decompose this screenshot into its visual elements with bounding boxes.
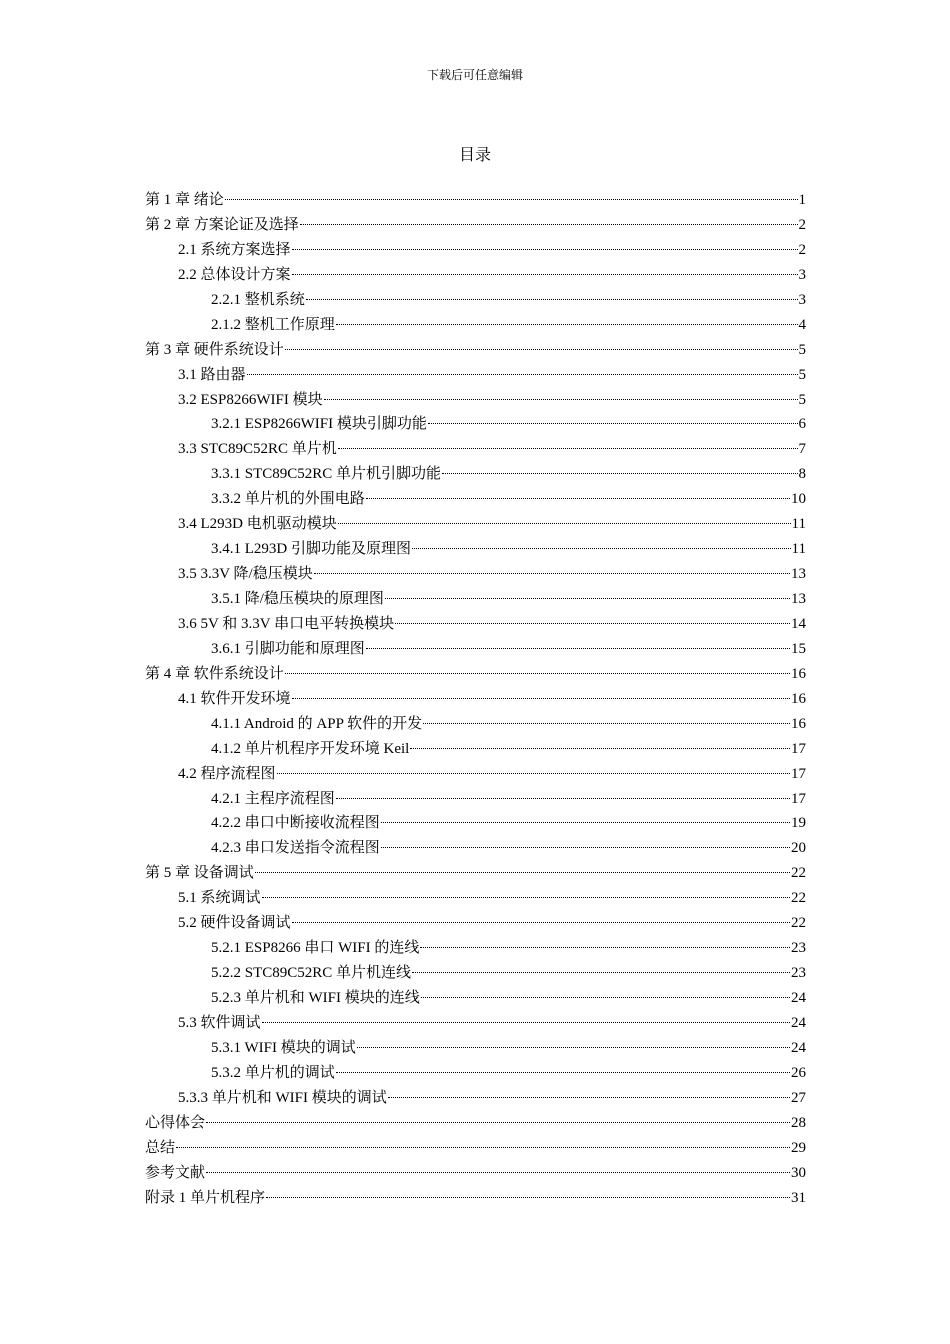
toc-entry-page: 28 bbox=[791, 1114, 806, 1131]
toc-entry-page: 26 bbox=[791, 1064, 806, 1081]
toc-dot-leader bbox=[285, 349, 798, 350]
toc-entry-label: 3.2.1 ESP8266WIFI 模块引脚功能 bbox=[211, 416, 427, 433]
toc-dot-leader bbox=[292, 249, 798, 250]
toc-entry[interactable] bbox=[145, 861, 806, 886]
toc-entry[interactable] bbox=[145, 986, 806, 1011]
toc-entry-page: 8 bbox=[798, 466, 806, 483]
toc-entry-label: 第 1 章 绪论 bbox=[145, 192, 224, 208]
toc-dot-leader bbox=[338, 448, 798, 449]
toc-dot-leader bbox=[266, 1197, 790, 1198]
toc-dot-leader bbox=[381, 822, 790, 823]
toc-entry-page: 22 bbox=[791, 915, 806, 932]
toc-entry-page: 23 bbox=[791, 965, 806, 982]
toc-entry[interactable] bbox=[145, 886, 806, 911]
toc-entry-label: 3.1 路由器 bbox=[178, 366, 246, 383]
toc-entry[interactable] bbox=[145, 1111, 806, 1136]
toc-dot-leader bbox=[410, 748, 790, 749]
toc-dot-leader bbox=[388, 1097, 790, 1098]
toc-entry-label: 3.3.2 单片机的外围电路 bbox=[211, 491, 365, 508]
toc-entry-page: 16 bbox=[791, 665, 806, 682]
toc-entry[interactable] bbox=[145, 1136, 806, 1161]
toc-entry-label: 3.6 5V 和 3.3V 串口电平转换模块 bbox=[178, 615, 395, 632]
toc-entry-page: 11 bbox=[791, 516, 806, 533]
toc-entry[interactable] bbox=[145, 687, 806, 712]
page-header: 下载后可任意编辑 bbox=[426, 68, 523, 82]
toc-entry-label: 4.2.2 串口中断接收流程图 bbox=[211, 815, 380, 832]
toc-entry-label: 5.3.3 单片机和 WIFI 模块的调试 bbox=[178, 1089, 387, 1106]
toc-entry-page: 27 bbox=[791, 1089, 806, 1106]
toc-dot-leader bbox=[412, 548, 791, 549]
toc-dot-leader bbox=[357, 1047, 790, 1048]
toc-entry-label: 第 5 章 设备调试 bbox=[145, 865, 254, 882]
toc-entry-label: 2.1 系统方案选择 bbox=[178, 241, 291, 258]
toc-entry[interactable] bbox=[145, 288, 806, 313]
toc-entry[interactable] bbox=[145, 762, 806, 787]
toc-entry[interactable] bbox=[145, 238, 806, 263]
toc-entry-label: 5.3.2 单片机的调试 bbox=[211, 1064, 335, 1081]
toc-entry-label: 4.1.1 Android 的 APP 软件的开发 bbox=[211, 715, 423, 732]
toc-entry[interactable] bbox=[145, 936, 806, 961]
toc-entry[interactable] bbox=[145, 612, 806, 637]
toc-dot-leader bbox=[206, 1172, 790, 1173]
toc-entry-page: 31 bbox=[791, 1189, 806, 1206]
toc-entry-page: 2 bbox=[798, 241, 806, 258]
toc-entry[interactable] bbox=[145, 487, 806, 512]
toc-entry-page: 3 bbox=[798, 291, 806, 308]
toc-entry-page: 29 bbox=[791, 1139, 806, 1156]
toc-entry-label: 参考文献 bbox=[145, 1164, 206, 1181]
toc-entry-label: 5.2.2 STC89C52RC 单片机连线 bbox=[211, 965, 412, 982]
toc-entry-page: 19 bbox=[791, 815, 806, 832]
toc-entry[interactable] bbox=[145, 263, 806, 288]
toc-entry-page: 24 bbox=[791, 1039, 806, 1056]
toc-entry-label: 第 3 章 硬件系统设计 bbox=[145, 341, 284, 358]
toc-entry-label: 3.6.1 引脚功能和原理图 bbox=[211, 640, 365, 657]
toc-entry[interactable] bbox=[145, 313, 806, 338]
toc-entry[interactable] bbox=[145, 462, 806, 487]
toc-entry-label: 3.4 L293D 电机驱动模块 bbox=[178, 516, 337, 533]
toc-entry-label: 3.5.1 降/稳压模块的原理图 bbox=[211, 591, 384, 607]
table-of-contents bbox=[145, 188, 806, 1210]
toc-entry[interactable] bbox=[145, 1061, 806, 1086]
toc-entry-label: 4.1 软件开发环境 bbox=[178, 690, 291, 707]
toc-dot-leader bbox=[255, 872, 790, 873]
toc-dot-leader bbox=[306, 299, 798, 300]
toc-entry-label: 4.2.3 串口发送指令流程图 bbox=[211, 840, 380, 857]
toc-entry[interactable] bbox=[145, 787, 806, 812]
toc-entry[interactable] bbox=[145, 412, 806, 437]
toc-entry-label: 总结 bbox=[145, 1139, 176, 1156]
toc-entry-page: 13 bbox=[791, 591, 806, 607]
toc-dot-leader bbox=[247, 374, 798, 375]
toc-entry-page: 23 bbox=[791, 940, 806, 957]
toc-entry-page: 5 bbox=[798, 341, 806, 358]
toc-entry[interactable] bbox=[145, 1086, 806, 1111]
toc-entry-page: 3 bbox=[798, 266, 806, 283]
toc-entry[interactable] bbox=[145, 961, 806, 986]
toc-dot-leader bbox=[300, 224, 798, 225]
toc-dot-leader bbox=[176, 1147, 790, 1148]
toc-entry-page: 2 bbox=[798, 216, 806, 233]
toc-entry-label: 5.3.1 WIFI 模块的调试 bbox=[211, 1039, 356, 1056]
toc-dot-leader bbox=[285, 673, 790, 674]
toc-entry[interactable] bbox=[145, 562, 806, 587]
toc-entry-label: 2.1.2 整机工作原理 bbox=[211, 316, 335, 333]
toc-entry-label: 第 4 章 软件系统设计 bbox=[145, 665, 284, 682]
toc-entry-label: 附录 1 单片机程序 bbox=[145, 1189, 266, 1206]
toc-entry[interactable] bbox=[145, 1036, 806, 1061]
toc-title: 目录 bbox=[458, 147, 491, 164]
toc-entry[interactable] bbox=[145, 737, 806, 762]
toc-entry-page: 5 bbox=[798, 366, 806, 383]
toc-entry-label: 3.4.1 L293D 引脚功能及原理图 bbox=[211, 541, 411, 558]
toc-dot-leader bbox=[366, 648, 790, 649]
toc-dot-leader bbox=[262, 897, 790, 898]
toc-dot-leader bbox=[292, 274, 798, 275]
toc-dot-leader bbox=[277, 773, 790, 774]
toc-entry-label: 5.2 硬件设备调试 bbox=[178, 915, 291, 932]
toc-entry-page: 4 bbox=[798, 316, 806, 333]
toc-dot-leader bbox=[292, 922, 790, 923]
toc-entry[interactable] bbox=[145, 587, 806, 612]
toc-entry[interactable] bbox=[145, 811, 806, 836]
toc-entry-page: 10 bbox=[791, 491, 806, 508]
toc-entry-page: 13 bbox=[791, 566, 806, 583]
toc-entry-label: 3.5 3.3V 降/稳压模块 bbox=[178, 566, 313, 583]
toc-entry-label: 3.3.1 STC89C52RC 单片机引脚功能 bbox=[211, 466, 442, 483]
toc-entry-page: 17 bbox=[791, 765, 806, 782]
toc-dot-leader bbox=[225, 199, 798, 200]
toc-dot-leader bbox=[412, 972, 790, 973]
toc-entry-page: 16 bbox=[791, 715, 806, 732]
toc-entry-page: 22 bbox=[791, 865, 806, 882]
toc-entry[interactable] bbox=[145, 1186, 806, 1211]
toc-dot-leader bbox=[336, 798, 790, 799]
toc-dot-leader bbox=[421, 997, 790, 998]
toc-dot-leader bbox=[428, 423, 798, 424]
toc-entry-label: 第 2 章 方案论证及选择 bbox=[145, 216, 299, 233]
toc-entry[interactable] bbox=[145, 1161, 806, 1186]
toc-entry-page: 16 bbox=[791, 690, 806, 707]
toc-dot-leader bbox=[385, 598, 790, 599]
toc-entry-label: 心得体会 bbox=[145, 1114, 206, 1131]
toc-entry-page: 17 bbox=[791, 740, 806, 757]
toc-entry-page: 20 bbox=[791, 840, 806, 857]
toc-dot-leader bbox=[420, 947, 790, 948]
toc-entry-label: 3.2 ESP8266WIFI 模块 bbox=[178, 391, 323, 408]
toc-entry-page: 6 bbox=[798, 416, 806, 433]
toc-entry-page: 30 bbox=[791, 1164, 806, 1181]
toc-dot-leader bbox=[336, 324, 798, 325]
toc-entry[interactable] bbox=[145, 637, 806, 662]
toc-entry[interactable] bbox=[145, 213, 806, 238]
toc-entry-page: 1 bbox=[798, 192, 806, 208]
toc-entry-label: 5.2.3 单片机和 WIFI 模块的连线 bbox=[211, 990, 420, 1006]
toc-entry[interactable] bbox=[145, 911, 806, 936]
toc-entry[interactable] bbox=[145, 836, 806, 861]
toc-entry-page: 5 bbox=[798, 391, 806, 408]
toc-entry[interactable] bbox=[145, 437, 806, 462]
toc-dot-leader bbox=[423, 723, 790, 724]
toc-dot-leader bbox=[206, 1122, 790, 1123]
toc-entry-label: 4.2 程序流程图 bbox=[178, 765, 276, 782]
toc-entry-label: 3.3 STC89C52RC 单片机 bbox=[178, 441, 337, 458]
toc-entry-label: 5.1 系统调试 bbox=[178, 890, 261, 907]
toc-entry[interactable] bbox=[145, 512, 806, 537]
toc-entry-label: 2.2 总体设计方案 bbox=[178, 266, 291, 283]
toc-entry-page: 11 bbox=[791, 541, 806, 558]
toc-entry[interactable] bbox=[145, 662, 806, 687]
toc-dot-leader bbox=[336, 1072, 790, 1073]
toc-dot-leader bbox=[366, 498, 790, 499]
toc-entry-label: 5.2.1 ESP8266 串口 WIFI 的连线 bbox=[211, 940, 420, 957]
toc-dot-leader bbox=[292, 698, 790, 699]
toc-entry-label: 5.3 软件调试 bbox=[178, 1014, 261, 1031]
toc-entry[interactable] bbox=[145, 537, 806, 562]
toc-entry[interactable] bbox=[145, 363, 806, 388]
toc-dot-leader bbox=[442, 473, 797, 474]
toc-entry-label: 2.2.1 整机系统 bbox=[211, 291, 305, 308]
toc-entry-page: 14 bbox=[791, 615, 806, 632]
toc-entry[interactable] bbox=[145, 188, 806, 213]
toc-entry-page: 22 bbox=[791, 890, 806, 907]
toc-dot-leader bbox=[324, 399, 798, 400]
toc-entry-label: 4.1.2 单片机程序开发环境 Keil bbox=[211, 740, 410, 757]
toc-entry-page: 7 bbox=[798, 441, 806, 458]
toc-entry[interactable] bbox=[145, 712, 806, 737]
toc-dot-leader bbox=[262, 1022, 790, 1023]
toc-entry[interactable] bbox=[145, 338, 806, 363]
toc-entry-page: 17 bbox=[791, 790, 806, 807]
toc-dot-leader bbox=[314, 573, 790, 574]
toc-dot-leader bbox=[381, 847, 790, 848]
toc-entry-page: 24 bbox=[791, 1014, 806, 1031]
toc-entry-page: 15 bbox=[791, 640, 806, 657]
toc-entry-page: 24 bbox=[791, 990, 806, 1006]
toc-dot-leader bbox=[338, 523, 791, 524]
toc-entry[interactable] bbox=[145, 388, 806, 413]
toc-dot-leader bbox=[395, 623, 790, 624]
toc-entry-label: 4.2.1 主程序流程图 bbox=[211, 790, 335, 807]
toc-entry[interactable] bbox=[145, 1011, 806, 1036]
